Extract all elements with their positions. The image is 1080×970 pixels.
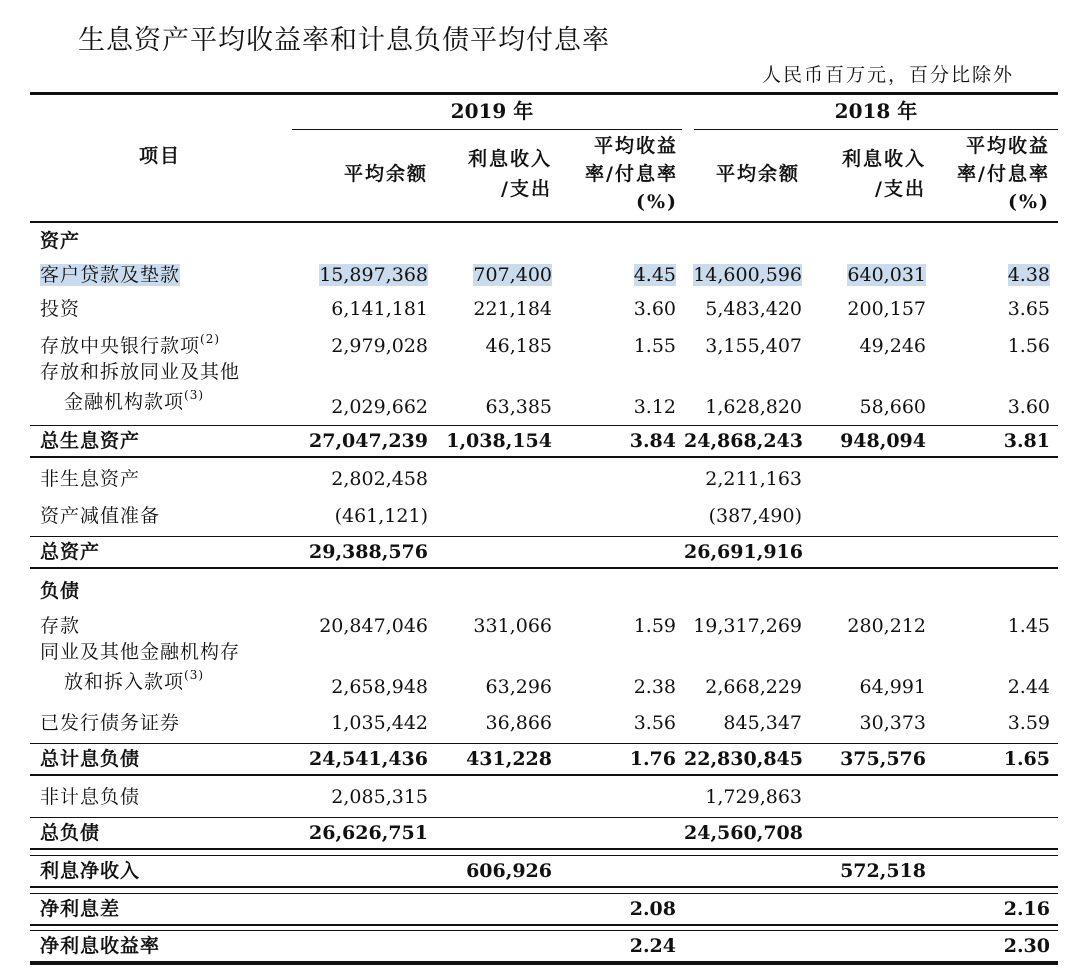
- cell-value: 2.38: [633, 676, 676, 698]
- cell-value: 1.56: [1007, 335, 1050, 357]
- table-cell: [558, 748, 676, 770]
- year-2019-underline: [292, 129, 682, 130]
- table-cell: [558, 264, 676, 286]
- row-divider: [30, 425, 1058, 426]
- cell-value: 24,560,708: [684, 822, 803, 844]
- row-label-text: 非生息资产: [40, 468, 141, 490]
- cell-value: 2.44: [1007, 676, 1050, 698]
- table-cell: [558, 430, 676, 452]
- cell-value: 3.59: [1007, 712, 1050, 734]
- cell-value: 3,155,407: [705, 335, 802, 357]
- table-cell: [932, 264, 1050, 286]
- cell-value: 2.30: [1003, 935, 1050, 957]
- table-cell: [432, 748, 552, 770]
- cell-value: 431,228: [466, 748, 552, 770]
- row-label: [40, 822, 100, 844]
- table-cell: [292, 748, 428, 770]
- table-cell: [932, 676, 1050, 698]
- cell-value: 26,691,916: [684, 541, 803, 563]
- cell-value: 606,926: [466, 860, 552, 882]
- cell-value: 3.12: [633, 396, 676, 418]
- cell-value: 2.08: [629, 898, 676, 920]
- table-cell: [292, 430, 428, 452]
- table-cell: [932, 615, 1050, 637]
- table-cell: [932, 396, 1050, 418]
- table-cell: [292, 786, 428, 808]
- cell-value: 24,868,243: [684, 430, 803, 452]
- cell-value: 49,246: [859, 335, 926, 357]
- cell-value: 845,347: [723, 712, 802, 734]
- table-cell: [684, 786, 802, 808]
- cell-value: (461,121): [334, 505, 428, 527]
- row-divider-bold: [30, 848, 1058, 850]
- table-cell: [684, 298, 802, 320]
- cell-value: 24,541,436: [309, 748, 428, 770]
- cell-value: 14,600,596: [693, 264, 802, 286]
- table-cell: [292, 468, 428, 490]
- row-label: [40, 264, 180, 286]
- table-cell: [558, 615, 676, 637]
- row-label-text: 存放中央银行款项: [40, 335, 201, 357]
- row-label-text: 总生息资产: [40, 430, 141, 452]
- cell-value: 46,185: [485, 335, 552, 357]
- cell-value: 2,658,948: [331, 676, 428, 698]
- table-cell: [558, 935, 676, 957]
- row-divider-bold: [30, 567, 1058, 569]
- table-cell: [806, 676, 926, 698]
- row-divider: [30, 743, 1058, 744]
- cell-value: 29,388,576: [309, 541, 428, 563]
- table-cell: [432, 615, 552, 637]
- table-cell: [432, 335, 552, 357]
- cell-value: 331,066: [473, 615, 552, 637]
- cell-value: 64,991: [859, 676, 926, 698]
- cell-value: 63,296: [485, 676, 552, 698]
- table-cell: [684, 712, 802, 734]
- footnote-ref: (3): [184, 387, 205, 402]
- cell-value: 1,628,820: [705, 396, 802, 418]
- table-cell: [932, 430, 1050, 452]
- row-divider-bold: [30, 924, 1058, 926]
- col-rate-2018-l1: 平均收益: [965, 135, 1050, 157]
- cell-value: 58,660: [859, 396, 926, 418]
- table-cell: [292, 541, 428, 563]
- table-cell: [432, 860, 552, 882]
- cell-value: 1.55: [633, 335, 676, 357]
- cell-value: 4.45: [633, 264, 676, 286]
- cell-value: 63,385: [485, 396, 552, 418]
- table-cell: [684, 335, 802, 357]
- cell-value: 2,668,229: [705, 676, 802, 698]
- row-label: [40, 712, 180, 734]
- table-cell: [558, 676, 676, 698]
- table-cell: [806, 712, 926, 734]
- cell-value: 3.81: [1003, 430, 1050, 452]
- table-cell: [558, 298, 676, 320]
- col-rate-2019-l3: (%): [635, 191, 678, 213]
- table-cell: [932, 935, 1050, 957]
- col-rate-2019-l1: 平均收益: [593, 135, 678, 157]
- table-cell: [292, 298, 428, 320]
- col-rate-2018-l2: 率/付息率: [957, 163, 1050, 185]
- row-label: [40, 430, 140, 452]
- table-cell: [684, 822, 802, 844]
- row-label-text: 客户贷款及垫款: [40, 264, 181, 286]
- table-cell: [292, 676, 428, 698]
- table-cell: [932, 712, 1050, 734]
- row-label-text: 总资产: [40, 541, 101, 563]
- col-avg-balance-2019: 平均余额: [343, 163, 428, 185]
- table-cell: [684, 430, 802, 452]
- cell-value: 1,729,863: [705, 786, 802, 808]
- table-cell: [432, 676, 552, 698]
- row-label: [40, 748, 140, 770]
- table-cell: [558, 712, 676, 734]
- table-cell: [432, 264, 552, 286]
- cell-value: 1,035,442: [331, 712, 428, 734]
- cell-value: 1.45: [1007, 615, 1050, 637]
- row-label: [40, 580, 80, 602]
- cell-value: 1,038,154: [446, 430, 552, 452]
- year-2018-underline: [694, 129, 1058, 130]
- row-divider-bold: [30, 774, 1058, 776]
- table-cell: [558, 898, 676, 920]
- table-cell: [432, 298, 552, 320]
- bottom-rule: [30, 962, 1058, 965]
- cell-value: 3.84: [629, 430, 676, 452]
- cell-value: 2,211,163: [705, 468, 802, 490]
- table-cell: [806, 335, 926, 357]
- row-label-line2: 金融机构款项$^{(3)}$: [64, 387, 205, 413]
- row-label: [40, 541, 100, 563]
- cell-value: 19,317,269: [693, 615, 802, 637]
- row-label: [40, 505, 160, 527]
- top-rule: [30, 92, 1058, 95]
- row-divider: [30, 855, 1058, 856]
- table-cell: [684, 676, 802, 698]
- table-cell: [806, 748, 926, 770]
- footnote-ref: (3): [184, 667, 205, 682]
- table-cell: [684, 264, 802, 286]
- cell-value: 20,847,046: [319, 615, 428, 637]
- cell-value: 2,802,458: [331, 468, 428, 490]
- row-label-text: 投资: [40, 298, 81, 320]
- cell-value: 707,400: [473, 264, 552, 286]
- row-label: [40, 786, 140, 808]
- cell-value: 3.56: [633, 712, 676, 734]
- cell-value: 2,085,315: [331, 786, 428, 808]
- cell-value: 26,626,751: [309, 822, 428, 844]
- table-cell: [684, 468, 802, 490]
- row-label-line1: 同业及其他金融机构存: [40, 641, 241, 663]
- cell-value: 2,029,662: [331, 396, 428, 418]
- table-cell: [932, 748, 1050, 770]
- row-divider-bold: [30, 886, 1058, 888]
- cell-value: 280,212: [847, 615, 926, 637]
- col-interest-2018-l1: 利息收入: [841, 148, 926, 170]
- table-cell: [292, 396, 428, 418]
- row-label-line2: 放和拆入款项$^{(3)}$: [64, 667, 205, 693]
- year-2019-header: 2019 年: [450, 99, 534, 123]
- table-cell: [292, 822, 428, 844]
- row-label-text: 存款: [40, 615, 81, 637]
- cell-value: 640,031: [847, 264, 926, 286]
- cell-value: 15,897,368: [319, 264, 428, 286]
- row-label: [40, 641, 240, 693]
- col-rate-2019-l2: 率/付息率: [585, 163, 678, 185]
- cell-value: 3.60: [1007, 396, 1050, 418]
- row-label-text: 资产: [40, 230, 81, 252]
- col-interest-2019-l1: 利息收入: [467, 148, 552, 170]
- cell-value: 375,576: [840, 748, 926, 770]
- table-cell: [806, 298, 926, 320]
- row-label-text: 利息净收入: [40, 860, 141, 882]
- row-label-text: 非计息负债: [40, 786, 141, 808]
- table-cell: [292, 335, 428, 357]
- row-label: [40, 468, 140, 490]
- row-label-text: 净利息差: [40, 898, 121, 920]
- table-cell: [684, 505, 802, 527]
- header-rule: [30, 221, 1058, 223]
- cell-value: 221,184: [473, 298, 552, 320]
- col-interest-2019-l2: /支出: [501, 178, 552, 200]
- table-cell: [684, 748, 802, 770]
- row-label: [40, 615, 80, 637]
- row-label: [40, 230, 80, 252]
- table-cell: [806, 615, 926, 637]
- table-cell: [806, 264, 926, 286]
- cell-value: 22,830,845: [684, 748, 803, 770]
- table-cell: [806, 860, 926, 882]
- table-cell: [932, 898, 1050, 920]
- table-cell: [292, 712, 428, 734]
- row-divider: [30, 930, 1058, 931]
- table-cell: [432, 430, 552, 452]
- cell-value: 2.24: [629, 935, 676, 957]
- cell-value: 4.38: [1007, 264, 1050, 286]
- row-divider: [30, 817, 1058, 818]
- table-cell: [684, 541, 802, 563]
- table-cell: [806, 430, 926, 452]
- table-cell: [432, 396, 552, 418]
- table-cell: [684, 396, 802, 418]
- col-interest-2018-l2: /支出: [875, 178, 926, 200]
- row-label: [40, 361, 240, 413]
- cell-value: 30,373: [859, 712, 926, 734]
- row-label-text: 负债: [40, 580, 81, 602]
- cell-value: 2.16: [1003, 898, 1050, 920]
- table-cell: [684, 615, 802, 637]
- row-label: [40, 298, 80, 320]
- item-header: 项目: [138, 145, 181, 167]
- table-cell: [932, 335, 1050, 357]
- row-label-text: 总计息负债: [40, 748, 141, 770]
- table-cell: [558, 335, 676, 357]
- row-label: [40, 860, 140, 882]
- table-cell: [932, 298, 1050, 320]
- cell-value: 6,141,181: [331, 298, 428, 320]
- cell-value: 27,047,239: [309, 430, 428, 452]
- row-label-text: 总负债: [40, 822, 101, 844]
- cell-value: 5,483,420: [705, 298, 802, 320]
- row-divider: [30, 536, 1058, 537]
- page-title: 生息资产平均收益率和计息负债平均付息率: [78, 25, 610, 56]
- table-cell: [432, 712, 552, 734]
- cell-value: 2,979,028: [331, 335, 428, 357]
- row-label-line1: 存放和拆放同业及其他: [40, 361, 241, 383]
- table-cell: [292, 615, 428, 637]
- row-label: [40, 331, 221, 357]
- row-label: [40, 898, 120, 920]
- cell-value: 3.60: [633, 298, 676, 320]
- table-cell: [292, 264, 428, 286]
- col-avg-balance-2018: 平均余额: [715, 163, 800, 185]
- cell-value: 572,518: [840, 860, 926, 882]
- row-label-text: 净利息收益率: [40, 935, 161, 957]
- cell-value: 36,866: [485, 712, 552, 734]
- cell-value: 1.65: [1003, 748, 1050, 770]
- table-cell: [806, 396, 926, 418]
- table-cell: [558, 396, 676, 418]
- row-label-text: 资产减值准备: [40, 505, 161, 527]
- cell-value: (387,490): [708, 505, 802, 527]
- table-cell: [292, 505, 428, 527]
- cell-value: 948,094: [840, 430, 926, 452]
- col-rate-2018-l3: (%): [1007, 191, 1050, 213]
- unit-note: 人民币百万元，百分比除外: [761, 64, 1014, 86]
- footnote-ref: (2): [200, 331, 221, 346]
- year-2018-header: 2018 年: [834, 99, 918, 123]
- row-divider-bold: [30, 456, 1058, 458]
- row-label: [40, 935, 160, 957]
- cell-value: 1.76: [629, 748, 676, 770]
- row-label-text: 已发行债务证券: [40, 712, 181, 734]
- cell-value: 200,157: [847, 298, 926, 320]
- cell-value: 3.65: [1007, 298, 1050, 320]
- cell-value: 1.59: [633, 615, 676, 637]
- row-divider: [30, 893, 1058, 894]
